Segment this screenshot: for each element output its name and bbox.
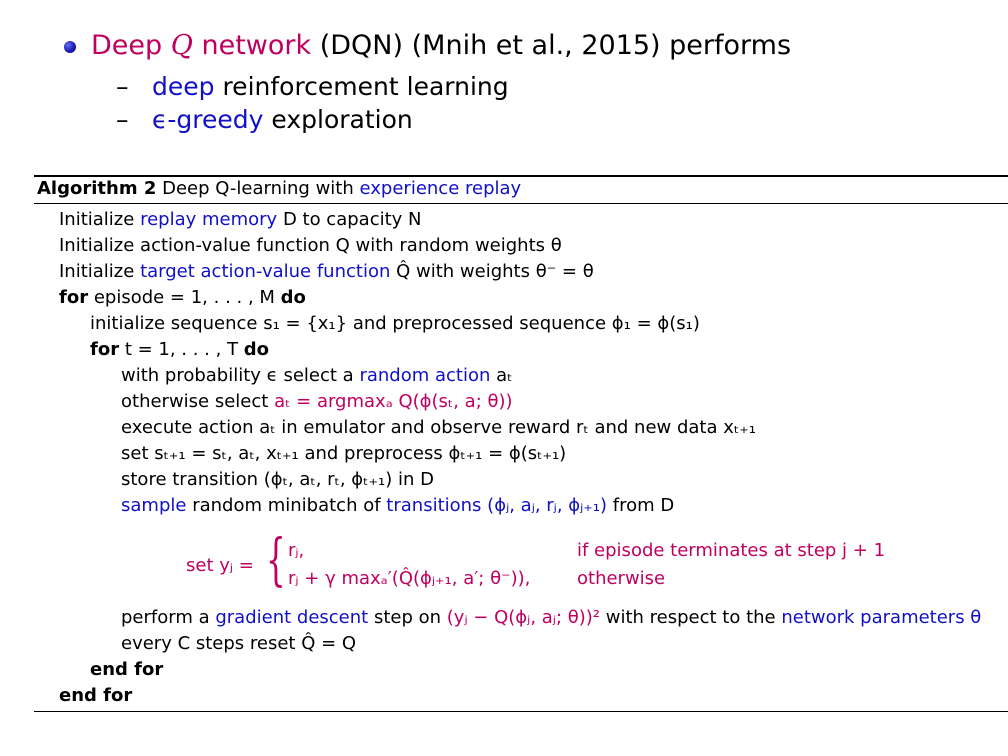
algorithm-bottom-rule: [34, 711, 1008, 712]
alg-highlight: replay memory: [140, 209, 278, 230]
alg-text: aₜ: [496, 365, 513, 386]
alg-line: set sₜ₊₁ = sₜ, aₜ, xₜ₊₁ and preprocess ϕₜ₊₁ = ϕ(sₜ₊₁): [121, 443, 567, 464]
dash-icon: –: [116, 72, 129, 101]
sub2-text: exploration: [271, 105, 413, 134]
alg-line: end for: [90, 659, 164, 680]
alg-highlight: gradient descent: [215, 607, 369, 628]
deep-text: Deep: [91, 30, 163, 61]
network-text: network: [201, 30, 312, 61]
alg-highlight: sample: [121, 495, 187, 516]
alg-highlight: random action: [359, 365, 491, 386]
alg-formula: aₜ = argmaxₐ Q(ϕ(sₜ, a; θ)): [274, 391, 513, 412]
case2-cond: otherwise: [577, 568, 666, 589]
alg-text: Initialize: [59, 209, 135, 230]
alg-line: [121, 606, 981, 630]
alg-line: [59, 208, 422, 232]
alg-text: Q̂ with weights θ⁻ = θ: [396, 261, 594, 282]
bullet-main-rest: (DQN) (Mnih et al., 2015) performs: [319, 30, 792, 61]
alg-line: initialize sequence s₁ = {x₁} and preprocessed sequence ϕ₁ = ϕ(s₁): [90, 313, 700, 334]
case1-expr: rⱼ,: [288, 540, 305, 561]
sub1-text: reinforcement learning: [222, 72, 509, 101]
brace-icon: {: [266, 528, 286, 593]
alg-line: Initialize action-value function Q with random weights θ: [59, 235, 562, 256]
alg-line: every C steps reset Q̂ = Q: [121, 633, 357, 654]
alg-highlight: transitions: [386, 495, 482, 516]
alg-line: [121, 390, 513, 414]
alg-text: random minibatch of: [192, 495, 381, 516]
alg-text: otherwise select: [121, 391, 269, 412]
algorithm-caption-rule: [34, 203, 1008, 204]
alg-highlight: (ϕⱼ, aⱼ, rⱼ, ϕⱼ₊₁): [487, 495, 608, 516]
algorithm-title: Deep Q-learning with: [162, 178, 354, 199]
alg-text: step on: [373, 607, 442, 628]
sub1-highlight: deep: [152, 72, 215, 101]
keyword: for: [90, 339, 120, 360]
alg-line: execute action aₜ in emulator and observe reward rₜ and new data xₜ₊₁: [121, 417, 756, 438]
algorithm-label: Algorithm 2: [37, 178, 157, 199]
alg-text: perform a: [121, 607, 210, 628]
alg-formula: (yⱼ − Q(ϕⱼ, aⱼ; θ))²: [446, 607, 601, 628]
keyword: do: [243, 339, 270, 360]
alg-text: Initialize: [59, 261, 135, 282]
alg-highlight: target action-value function: [140, 261, 391, 282]
alg-line: end for: [59, 685, 133, 706]
alg-text: D to capacity N: [282, 209, 422, 230]
q-symbol: Q: [170, 30, 193, 61]
sub2-highlight: ϵ-greedy: [152, 105, 264, 134]
alg-line: [59, 286, 306, 310]
alg-text: with respect to the: [605, 607, 776, 628]
alg-highlight: network parameters θ: [781, 607, 982, 628]
alg-text: episode = 1, . . . , M: [93, 287, 275, 308]
alg-text: from D: [612, 495, 675, 516]
alg-line: [59, 260, 594, 284]
alg-line: store transition (ϕₜ, aₜ, rₜ, ϕₜ₊₁) in D: [121, 469, 434, 490]
keyword: do: [280, 287, 306, 308]
alg-line: [121, 494, 674, 518]
algorithm-caption: [37, 177, 521, 201]
set-y-label: set yⱼ =: [186, 555, 254, 576]
case2-expr: rⱼ + γ maxₐ′(Q̂(ϕⱼ₊₁, a′; θ⁻)),: [288, 568, 531, 589]
keyword: for: [59, 287, 89, 308]
alg-line: [121, 364, 512, 388]
case1-cond: if episode terminates at step j + 1: [577, 540, 886, 561]
alg-text: with probability ϵ select a: [121, 365, 354, 386]
alg-line: [90, 338, 269, 362]
alg-text: t = 1, . . . , T: [124, 339, 239, 360]
bullet-icon: [64, 41, 76, 53]
dash-icon: –: [116, 105, 129, 134]
algorithm-title-highlight: experience replay: [359, 178, 522, 199]
